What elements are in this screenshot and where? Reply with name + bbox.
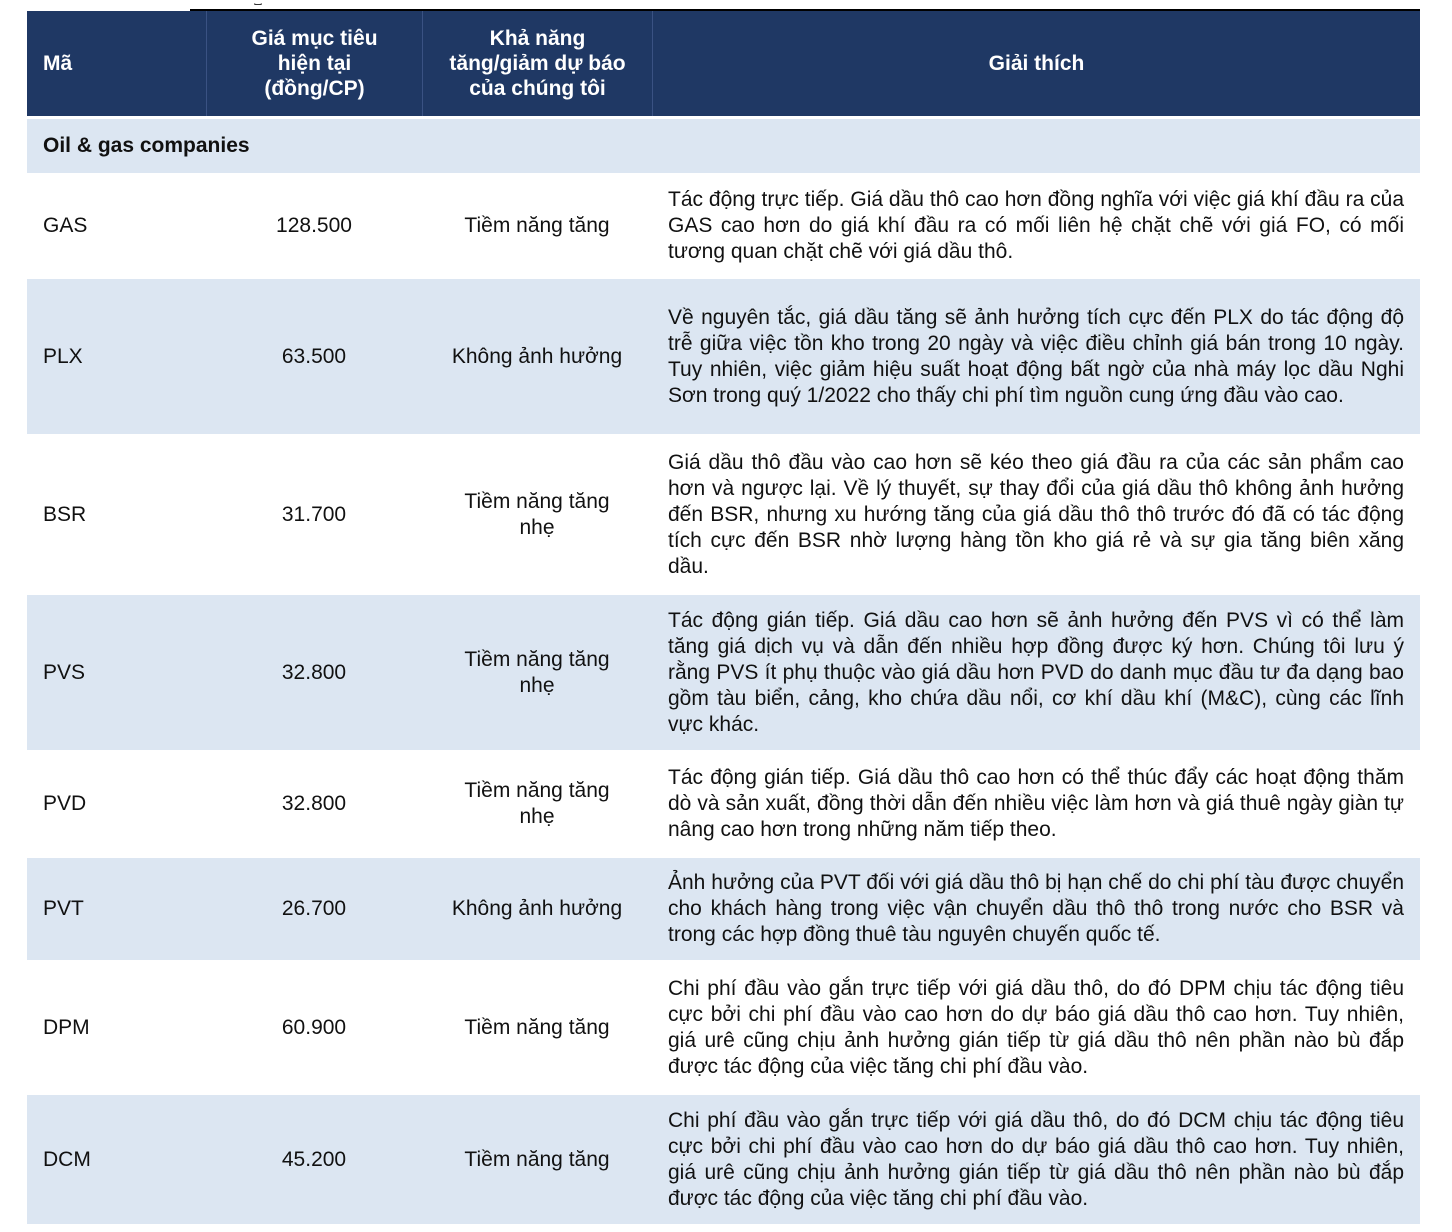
row-explanation: [652, 855, 1420, 960]
row-code: DCM: [27, 1092, 206, 1224]
row-outlook: [422, 592, 652, 750]
header-target-price-line: (đồng/CP): [264, 77, 365, 100]
row-outlook: Không ảnh hưởng: [422, 855, 652, 960]
row-target-price: 32.800: [206, 750, 422, 855]
table-row: [27, 434, 1420, 592]
row-outlook: Tiềm năng tăng: [422, 1092, 652, 1224]
section-row: [27, 116, 1420, 173]
row-outlook: [422, 750, 652, 855]
row-outlook-text: Tiềm năng tăng nhẹ: [464, 647, 610, 697]
header-outlook-line: tăng/giảm dự báo: [449, 52, 626, 75]
header-target-price-line: Giá mục tiêu: [251, 27, 378, 50]
row-explanation-text: Giá dầu thô đầu vào cao hơn sẽ kéo theo giá đầu ra của các sản phẩm cao hơn và ngược lại. Về lý thuyết, sự thay đổi của giá dầu thô không ảnh hưởng đến BSR, nhưng xu hướng tăng của giá dầu thô thô trước đó đã có tác động tích cực đến BSR nhờ lượng hàng tồn kho giá rẻ và sự gia tăng biên xăng dầu.: [668, 450, 1404, 578]
header-explanation: Giải thích: [652, 11, 1420, 116]
row-target-price: 60.900: [206, 960, 422, 1092]
table-row: [27, 855, 1420, 960]
row-code: GAS: [27, 173, 206, 276]
row-code: PVT: [27, 855, 206, 960]
header-row: [27, 11, 1420, 116]
header-outlook: [422, 11, 652, 116]
row-code: PLX: [27, 276, 206, 434]
section-label: Oil & gas companies: [27, 116, 1420, 173]
row-target-price: 63.500: [206, 276, 422, 434]
table-row: [27, 173, 1420, 276]
row-outlook: Tiềm năng tăng: [422, 173, 652, 276]
clipped-title-fragment: [252, 0, 268, 5]
table-row: [27, 276, 1420, 434]
header-outlook-line: của chúng tôi: [469, 77, 606, 100]
header-target-price: [206, 11, 422, 116]
header-outlook-line: Khả năng: [489, 27, 586, 50]
header-target-price-line: hiện tại: [277, 52, 352, 75]
row-outlook: [422, 434, 652, 592]
row-explanation: [652, 173, 1420, 276]
row-explanation: [652, 434, 1420, 592]
row-outlook: Tiềm năng tăng: [422, 960, 652, 1092]
row-explanation-text: Về nguyên tắc, giá dầu tăng sẽ ảnh hưởng tích cực đến PLX do tác động độ trễ giữa việc tồn kho trong 20 ngày và việc điều chỉnh giá bán trong 10 ngày. Tuy nhiên, việc giảm hiệu suất hoạt động bất ngờ của nhà máy lọc dầu Nghi Sơn trong quý 1/2022 cho thấy chi phí tìm nguồn cung ứng đầu vào cao.: [668, 305, 1404, 407]
row-explanation: [652, 960, 1420, 1092]
row-outlook: Không ảnh hưởng: [422, 276, 652, 434]
row-target-price: 45.200: [206, 1092, 422, 1224]
row-explanation-text: Tác động trực tiếp. Giá dầu thô cao hơn đồng nghĩa với việc giá khí đầu ra của GAS cao hơn do giá khí đầu ra có mối liên hệ chặt chẽ với giá FO, có mối tương quan chặt chẽ với giá dầu thô.: [668, 188, 1404, 263]
header-code: Mã: [27, 11, 206, 116]
row-target-price: 32.800: [206, 592, 422, 750]
oil-gas-target-price-table: [27, 11, 1420, 1224]
row-outlook-text: Tiềm năng tăng nhẹ: [464, 779, 610, 828]
row-explanation: [652, 750, 1420, 855]
row-code: BSR: [27, 434, 206, 592]
row-code: DPM: [27, 960, 206, 1092]
row-target-price: 26.700: [206, 855, 422, 960]
row-explanation: [652, 1092, 1420, 1224]
row-explanation-text: Chi phí đầu vào gắn trực tiếp với giá dầu thô, do đó DPM chịu tác động tiêu cực bởi chi phí đầu vào cao hơn do dự báo giá dầu thô cao hơn. Tuy nhiên, giá urê cũng chịu ảnh hưởng gián tiếp từ giá dầu thô nên phần nào bù đắp được tác động của việc tăng chi phí đầu vào.: [668, 976, 1404, 1078]
row-target-price: 128.500: [206, 173, 422, 276]
row-code: PVD: [27, 750, 206, 855]
table-row: [27, 750, 1420, 855]
row-explanation-text: Tác động gián tiếp. Giá dầu thô cao hơn có thể thúc đẩy các hoạt động thăm dò và sản xuất, đồng thời dẫn đến nhiều việc làm hơn và giá thuê ngày giàn tự nâng cao hơn trong những năm tiếp theo.: [668, 766, 1404, 841]
row-outlook-text: Tiềm năng tăng nhẹ: [464, 489, 610, 539]
row-target-price: 31.700: [206, 434, 422, 592]
row-explanation-text: Tác động gián tiếp. Giá dầu cao hơn sẽ ảnh hưởng đến PVS vì có thể làm tăng giá dịch vụ và dẫn đến nhiều hợp đồng được ký hơn. Chúng tôi lưu ý rằng PVS ít phụ thuộc vào giá dầu hơn PVD do danh mục đầu tư đa dạng bao gồm tàu biển, cảng, kho chứa dầu nổi, cơ khí dầu khí (M&C), cùng các lĩnh vực khác.: [668, 608, 1404, 736]
table-row: [27, 960, 1420, 1092]
row-code: PVS: [27, 592, 206, 750]
row-explanation: [652, 592, 1420, 750]
row-explanation-text: Ảnh hưởng của PVT đối với giá dầu thô bị hạn chế do chi phí tàu được chuyển cho khách hàng trong việc vận chuyển dầu thô thô trong nước cho BSR và trong các hợp đồng thuê tàu nguyên chuyến quốc tế.: [668, 871, 1404, 946]
table-row: [27, 592, 1420, 750]
row-explanation: [652, 276, 1420, 434]
row-explanation-text: Chi phí đầu vào gắn trực tiếp với giá dầu thô, do đó DCM chịu tác động tiêu cực bởi chi phí đầu vào cao hơn do dự báo giá dầu thô cao hơn. Tuy nhiên, giá urê cũng chịu ảnh hưởng gián tiếp từ giá dầu thô nên phần nào bù đắp được tác động của việc tăng chi phí đầu vào.: [668, 1108, 1404, 1210]
table-row: [27, 1092, 1420, 1224]
